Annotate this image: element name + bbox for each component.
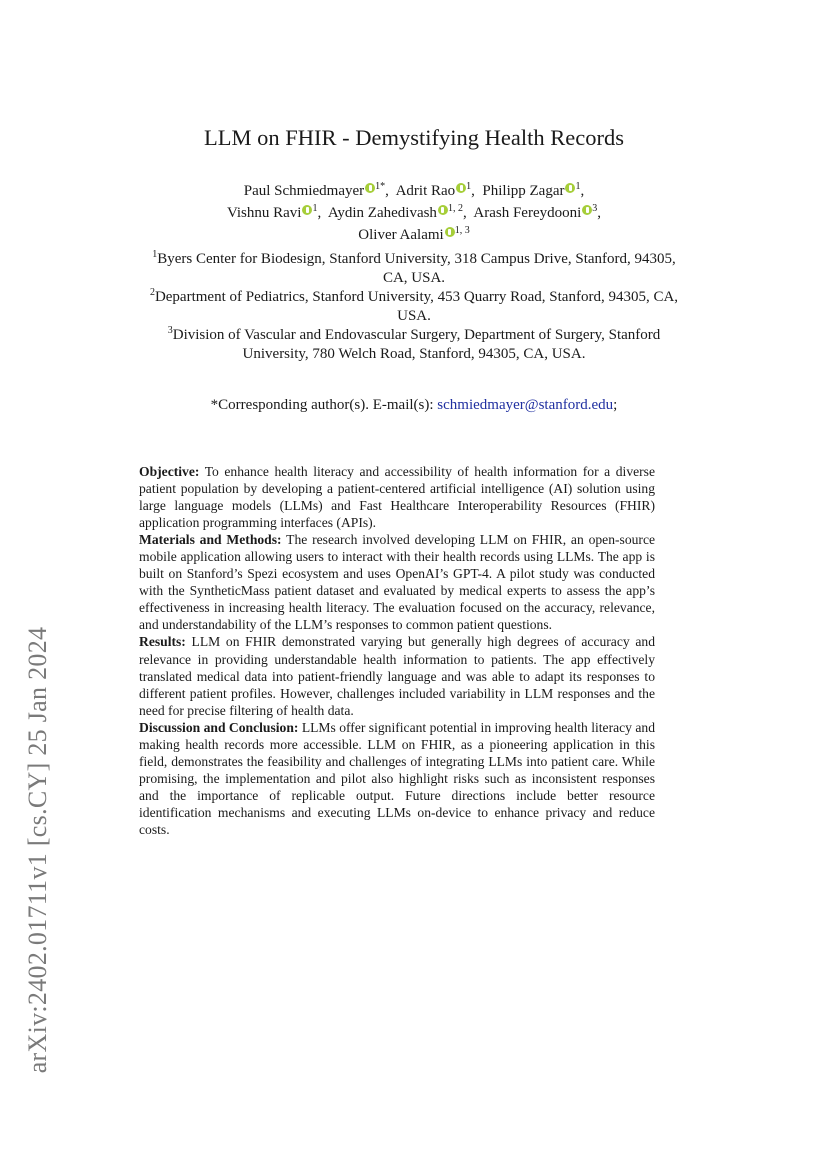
- author-separator: ,: [580, 183, 585, 199]
- abstract-section-methods: [139, 531, 655, 633]
- abstract: [139, 463, 655, 838]
- author-affil-marker: 1, 3: [454, 225, 470, 236]
- author: [358, 227, 469, 243]
- corresponding-label: *Corresponding author(s). E-mail(s):: [210, 397, 438, 413]
- author: [244, 183, 389, 199]
- affiliation-text: Department of Pediatrics, Stanford University, 453 Quarry Road, Stanford, 94305, CA, USA.: [154, 289, 679, 324]
- author-affil-marker: 1*: [375, 181, 386, 192]
- orcid-icon[interactable]: [438, 205, 448, 215]
- section-text: To enhance health literacy and accessibility of health information for a diverse patient population by developing a patient-centered artificial intelligence (AI) solution using large language models (LLMs) and Fast Healthcare Interoperability Resources (FHIR) application programming interfaces (APIs).: [139, 464, 655, 531]
- orcid-icon[interactable]: [445, 227, 455, 237]
- author-affil-marker: 3: [592, 203, 598, 214]
- author-affil-marker: 1, 2: [447, 203, 463, 214]
- author-name: Aydin Zahedivash: [327, 205, 437, 221]
- author-name: Vishnu Ravi: [226, 205, 302, 221]
- paper-title: LLM on FHIR - Demystifying Health Records: [204, 125, 624, 150]
- author: [227, 205, 321, 221]
- section-text: LLM on FHIR demonstrated varying but generally high degrees of accuracy and relevance in providing understandable health information to patients. The app effectively translated medical data into patient-friendly language and was able to adapt its responses to different patient profiles. However, challenges included variability in LLM responses and the need for precise filtering of health data.: [139, 634, 655, 718]
- author-separator: ,: [597, 205, 602, 221]
- orcid-icon[interactable]: [365, 183, 375, 193]
- section-label: Results:: [139, 634, 186, 650]
- orcid-icon[interactable]: [302, 205, 312, 215]
- orcid-icon[interactable]: [456, 183, 466, 193]
- author-separator: ,: [317, 205, 322, 221]
- arxiv-identifier: arXiv:2402.01711v1 [cs.CY] 25 Jan 2024: [23, 626, 52, 1074]
- affiliation-number: 3: [167, 325, 173, 336]
- author: [473, 205, 601, 221]
- section-text: LLMs offer significant potential in improving health literacy and making health records more accessible. LLM on FHIR, as a pioneering application in this field, demonstrates the feasibility and challenges of integrating LLMs into patient care. While promising, the implementation and pilot also highlight risks such as inconsistent responses and the importance of replicable output. Future directions include better resource identification mechanisms and executing LLMs on-device to enhance privacy and reduce costs.: [139, 719, 655, 837]
- author-name: Paul Schmiedmayer: [243, 183, 365, 199]
- author-affil-marker: 1: [312, 203, 318, 214]
- affiliation-number: 2: [149, 287, 155, 298]
- affiliation-number: 1: [152, 249, 158, 260]
- author-separator: ,: [385, 183, 389, 199]
- email-link[interactable]: schmiedmayer@stanford.edu: [437, 397, 614, 413]
- author-list: [150, 180, 678, 246]
- author-affil-marker: 1: [575, 181, 581, 192]
- author: [396, 183, 475, 199]
- affiliation: [140, 250, 688, 287]
- author-name: Adrit Rao: [395, 183, 456, 199]
- abstract-section-results: [139, 633, 655, 718]
- affiliation: [140, 326, 688, 363]
- arxiv-sidebar: [18, 370, 58, 1074]
- author-name: Oliver Aalami: [358, 227, 444, 243]
- section-label: Materials and Methods:: [139, 532, 282, 548]
- affiliation-text: Byers Center for Biodesign, Stanford University, 318 Campus Drive, Stanford, 94305, CA, USA.: [157, 251, 676, 286]
- section-label: Objective:: [139, 464, 200, 479]
- abstract-section-objective: [139, 463, 655, 531]
- corresponding-suffix: ;: [613, 397, 618, 413]
- author-separator: ,: [471, 183, 475, 199]
- affiliation-text: Division of Vascular and Endovascular Surgery, Department of Surgery, Stanford University, 780 Welch Road, Stanford, 94305, CA, USA.: [172, 327, 661, 362]
- author-affil-marker: 1: [466, 181, 472, 192]
- author-name: Philipp Zagar: [482, 183, 565, 199]
- orcid-icon[interactable]: [582, 205, 592, 215]
- section-label: Discussion and Conclusion:: [139, 719, 299, 735]
- affiliation: [140, 288, 688, 325]
- corresponding-author-note: [0, 397, 828, 414]
- author: [328, 205, 467, 221]
- section-text: The research involved developing LLM on FHIR, an open-source mobile application allowing users to interact with their health records using LLMs. The app is built on Stanford’s Spezi ecosystem and uses OpenAI’s GPT-4. A pilot study was conducted with the SyntheticMass patient dataset and evaluated by medical experts to assess the app’s effectiveness in increasing health literacy. The evaluation focused on the accuracy, relevance, and understandability of the LLM’s responses to common patient questions.: [139, 532, 656, 633]
- abstract-section-discussion: [139, 719, 655, 838]
- author-separator: ,: [462, 205, 467, 221]
- author: [482, 183, 584, 199]
- author-name: Arash Fereydooni: [473, 205, 582, 221]
- orcid-icon[interactable]: [565, 183, 575, 193]
